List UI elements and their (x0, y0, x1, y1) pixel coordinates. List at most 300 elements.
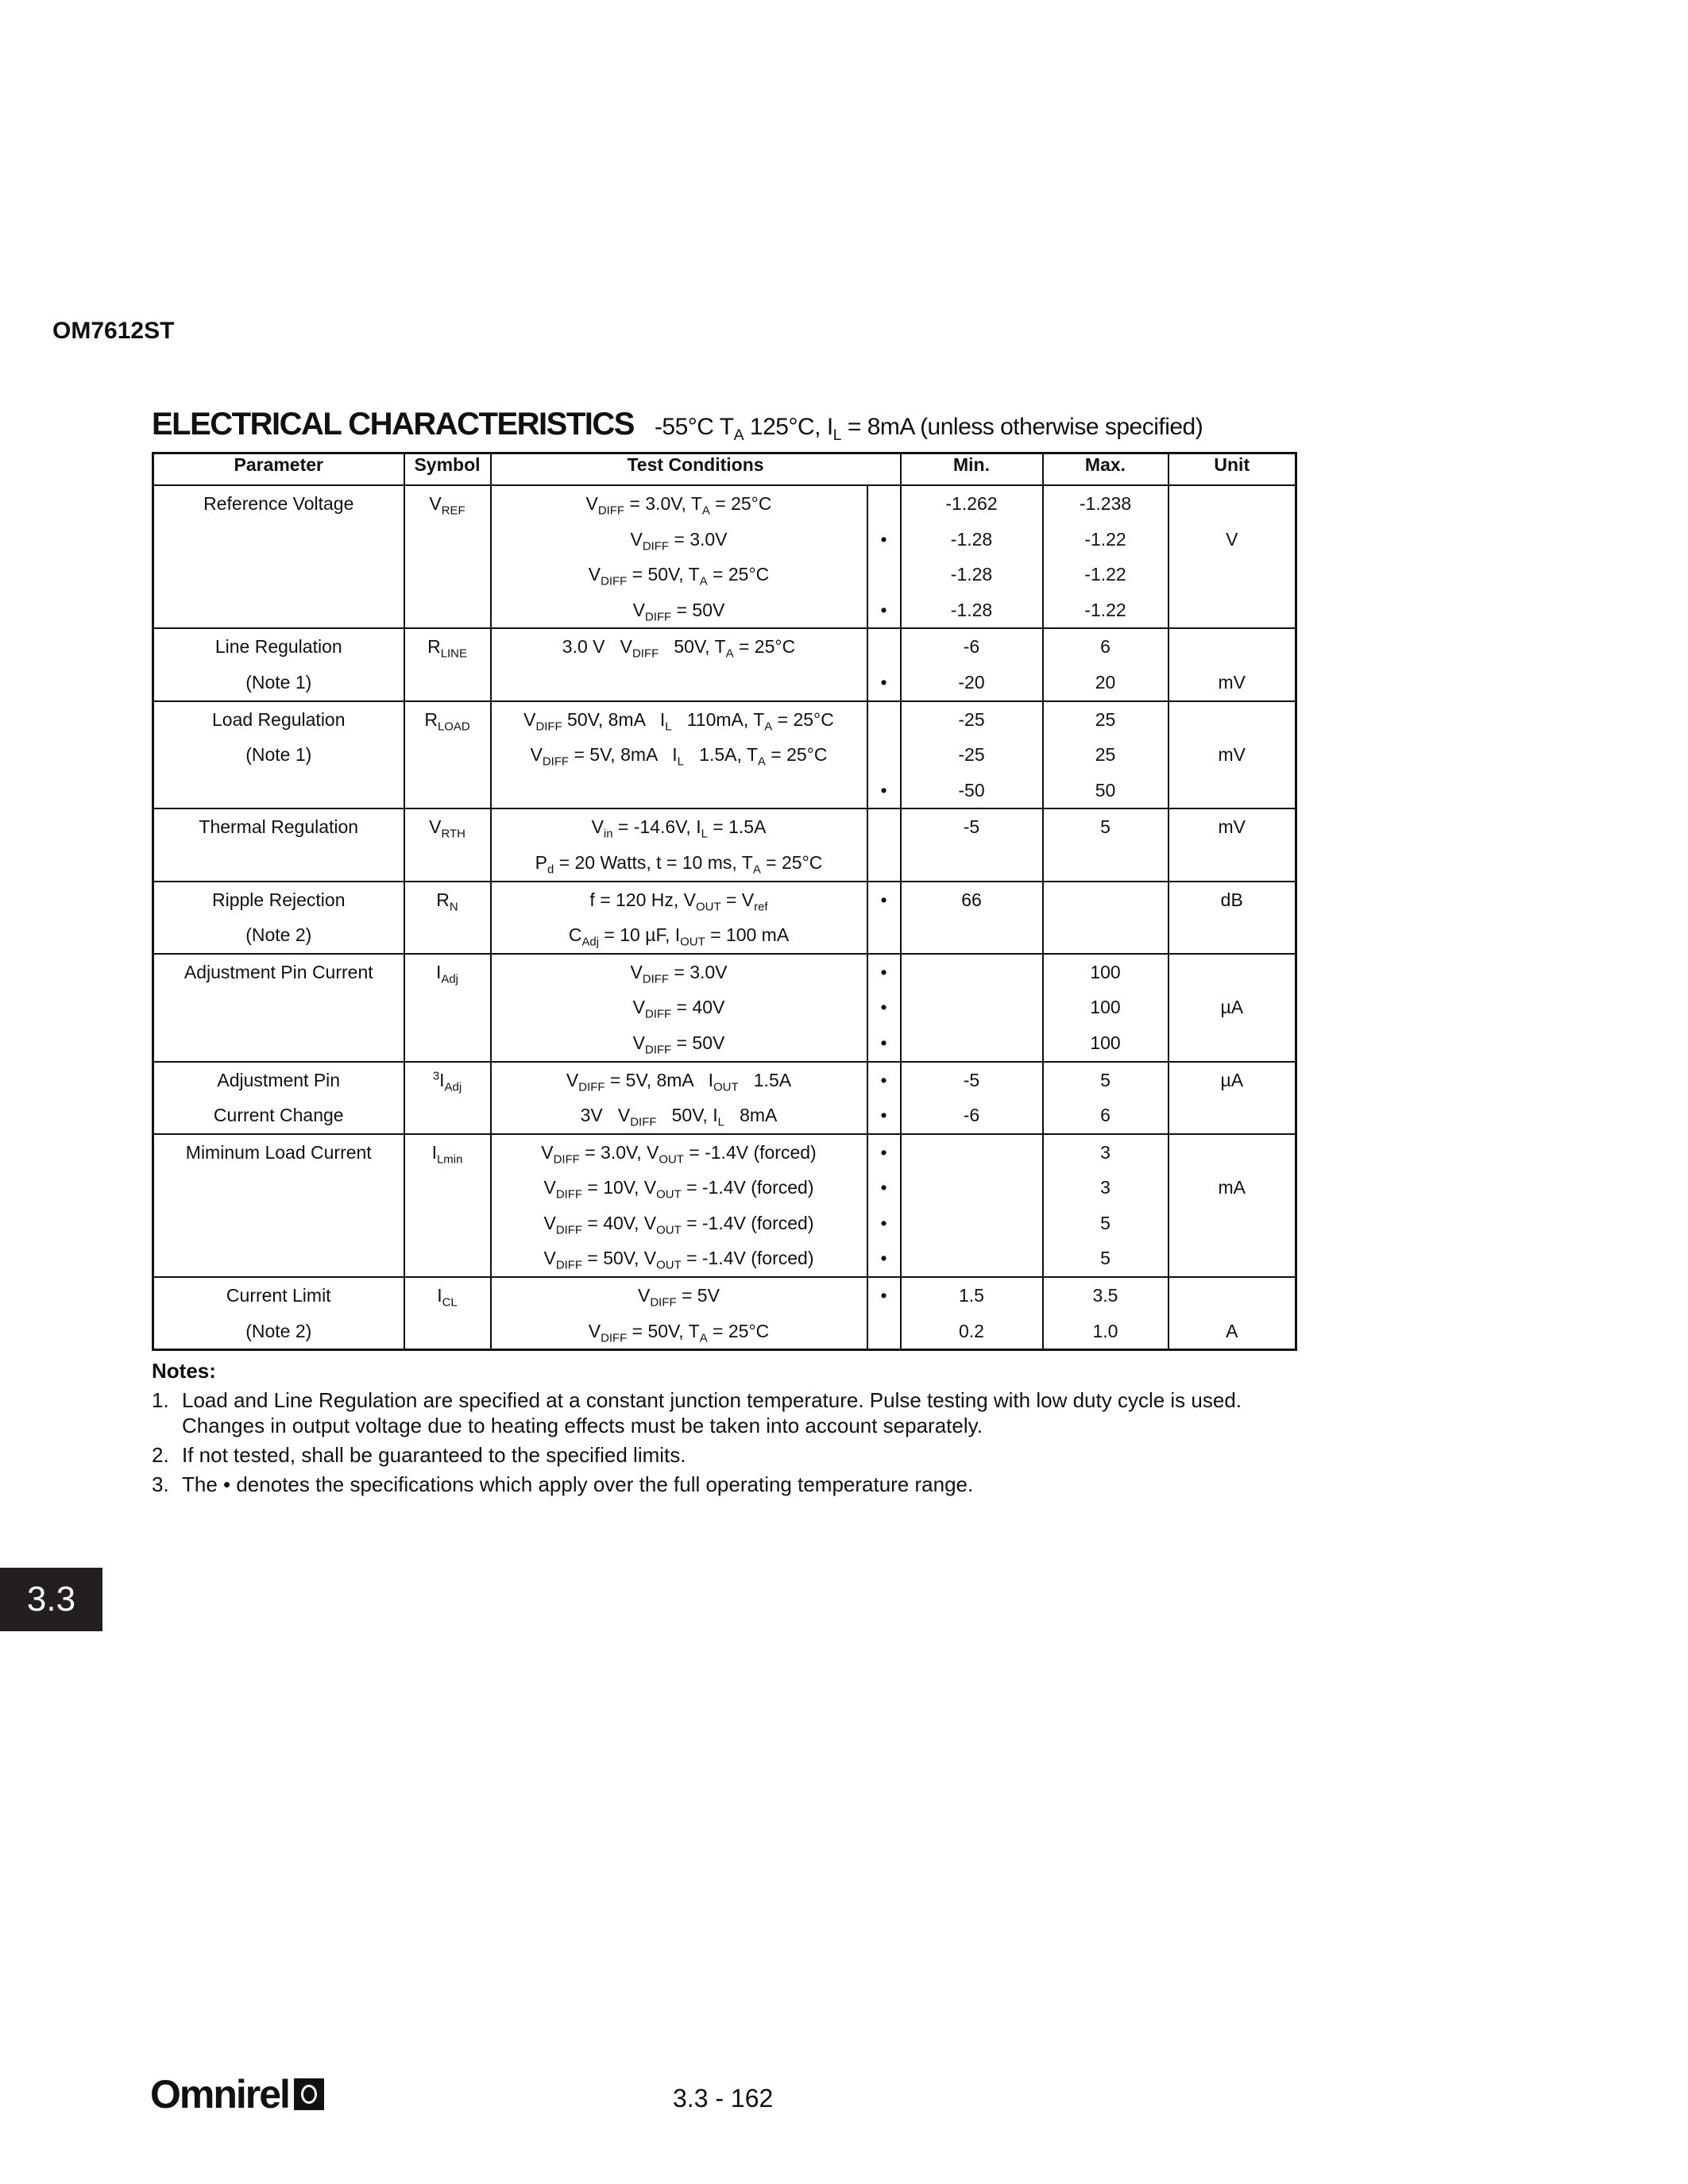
parameter-cell (153, 485, 404, 628)
logo-text: Omnirel (150, 2072, 289, 2116)
full-temp-bullet: • (880, 1248, 887, 1269)
symbol (405, 1135, 490, 1171)
subscript-text: L (665, 720, 672, 734)
symbol-cell (404, 954, 491, 1062)
unit-value: A (1226, 1320, 1238, 1341)
table-row (153, 954, 1296, 1062)
text-segment: = 25°C (772, 708, 834, 730)
unit-value (1169, 1135, 1296, 1171)
conditions-cell (491, 485, 867, 628)
header-unit: Unit (1168, 453, 1296, 486)
parameter-cell (153, 628, 404, 700)
subscript-text: A (699, 1331, 708, 1345)
text-segment: 50V, T (659, 636, 726, 658)
table-row (153, 1062, 1296, 1134)
text-segment: I (436, 961, 442, 982)
full-temp-bullet: • (880, 1285, 887, 1306)
subscript-text: DIFF (597, 504, 625, 518)
unit-value (1169, 702, 1296, 738)
max-value: 5 (1100, 1248, 1111, 1269)
symbol-cell (404, 701, 491, 809)
temp-range-cell (867, 701, 901, 809)
max-value: -1.22 (1084, 528, 1126, 550)
text-segment: = 10V, V (582, 1177, 657, 1198)
note-text: Load and Line Regulation are specified at a constant junction temperature. Pulse testing with low duty cycle is used. Changes in output voltage due to heating effects must be taken into account separately. (182, 1388, 1242, 1437)
min-value: 66 (961, 889, 982, 910)
conditions-cell (491, 808, 867, 881)
subscript-text: Adj (444, 1080, 462, 1094)
full-temp-bullet (868, 809, 900, 845)
note-text: The • denotes the specifications which apply over the full operating temperature range. (182, 1472, 974, 1496)
subscript-text: A (757, 754, 766, 769)
unit-value (1169, 773, 1296, 808)
symbol-cell (404, 485, 491, 628)
text-segment: = 5V (676, 1285, 720, 1306)
unit-cell (1168, 1062, 1296, 1134)
temp-range-cell (867, 1277, 901, 1350)
parameter-name: Reference Voltage (203, 493, 354, 514)
notes-heading: Notes: (152, 1359, 216, 1383)
test-condition (492, 1135, 867, 1171)
text-segment: = 20 Watts, t = 10 ms, T (554, 851, 753, 873)
full-temp-bullet (868, 845, 900, 881)
full-temp-bullet: • (880, 599, 887, 620)
test-condition (492, 882, 867, 918)
text-segment: 1.5A (738, 1069, 792, 1090)
min-value: -25 (958, 708, 985, 730)
text-segment: = 40V (671, 997, 725, 1018)
section-conditions (654, 414, 1203, 444)
parameter-name: (Note 2) (245, 924, 312, 946)
temp-range-cell (867, 1062, 901, 1134)
min-value (902, 845, 1042, 881)
unit-value (1169, 955, 1296, 990)
note-item (152, 1387, 1262, 1438)
min-value (902, 1170, 1042, 1206)
text-segment: 1.5A, T (683, 744, 758, 766)
text-segment: V (638, 1285, 651, 1306)
parameter-name: (Note 1) (245, 744, 312, 766)
min-value: -20 (958, 671, 985, 693)
text-segment: V (429, 816, 442, 838)
part-number: OM7612ST (52, 318, 175, 344)
test-condition (492, 737, 867, 773)
text-segment: V (543, 1177, 556, 1198)
conditions-cell (491, 1277, 867, 1350)
min-cell (901, 808, 1043, 881)
max-value: 3 (1100, 1141, 1111, 1163)
parameter-cell (153, 1277, 404, 1350)
table-row (153, 1277, 1296, 1350)
min-cell (901, 882, 1043, 954)
subscript-text: LINE (440, 646, 467, 661)
subscript-text: d (547, 862, 554, 877)
text-segment: = 3.0V (669, 528, 728, 550)
note-item (152, 1442, 1262, 1468)
parameter-name: Load Regulation (211, 708, 346, 730)
section-title-row (152, 407, 1203, 442)
conditions-cell (491, 1134, 867, 1277)
min-value: -25 (958, 744, 985, 766)
parameter-name: Current Change (213, 1105, 344, 1126)
text-segment: = 25°C (709, 493, 772, 514)
min-value (902, 955, 1042, 990)
subscript-text: OUT (656, 1259, 682, 1273)
min-cell (901, 485, 1043, 628)
text-segment: = 50V (671, 1032, 725, 1053)
max-cell (1043, 1134, 1168, 1277)
subscript-text: DIFF (650, 1295, 677, 1310)
min-value (902, 1241, 1042, 1276)
unit-value: V (1226, 528, 1238, 550)
note-number: 1. (152, 1388, 169, 1412)
text-segment: = 25°C (707, 1320, 770, 1341)
max-cell (1043, 1062, 1168, 1134)
symbol (405, 882, 490, 918)
text-segment: V (632, 599, 645, 620)
text-segment: = 100 mA (705, 924, 790, 946)
full-temp-bullet: • (880, 1141, 887, 1163)
text-segment: = 50V, V (582, 1248, 657, 1269)
full-temp-bullet: • (880, 889, 887, 910)
subscript-text: DIFF (642, 972, 669, 986)
text-segment: = 3.0V (669, 961, 728, 982)
full-temp-bullet (868, 629, 900, 665)
full-temp-bullet (868, 737, 900, 773)
max-cell (1043, 485, 1168, 628)
test-condition (492, 702, 867, 738)
unit-value (1169, 592, 1296, 628)
subscript-text: Lmin (437, 1152, 463, 1167)
subscript-text: DIFF (630, 1115, 657, 1129)
parameter-cell (153, 701, 404, 809)
full-temp-bullet: • (880, 997, 887, 1018)
min-value: -50 (958, 779, 985, 801)
note-number: 2. (152, 1443, 169, 1467)
text-segment: C (568, 924, 582, 946)
subscript-text: OUT (659, 1152, 684, 1167)
subscript-text: L (717, 1115, 724, 1129)
subscript-text: DIFF (645, 610, 672, 624)
max-value: 6 (1100, 636, 1111, 658)
subscript-text: DIFF (601, 574, 628, 588)
unit-value (1169, 1025, 1296, 1061)
text-segment: V (588, 1320, 601, 1341)
parameter-name: (Note 2) (245, 1320, 312, 1341)
subscript-text: DIFF (555, 1259, 582, 1273)
test-condition (492, 522, 867, 558)
subscript-text: A (699, 574, 708, 588)
text-segment: 50V, I (656, 1105, 718, 1126)
text-segment: V (632, 1032, 645, 1053)
symbol (405, 629, 490, 665)
test-condition (492, 1098, 867, 1133)
symbol-cell (404, 882, 491, 954)
text-segment: I (431, 1141, 437, 1163)
subscript-text: DIFF (645, 1007, 672, 1021)
subscript-text: A (733, 426, 744, 444)
test-condition (492, 1278, 867, 1314)
text-segment: = 10 µF, I (599, 924, 681, 946)
text-segment: = 5V, 8mA I (605, 1069, 714, 1090)
test-condition (492, 773, 867, 808)
text-segment: = 3.0V, T (624, 493, 702, 514)
text-segment: = V (720, 889, 755, 910)
temp-range-cell (867, 882, 901, 954)
section-tab: 3.3 (0, 1568, 102, 1631)
min-value: 1.5 (959, 1285, 984, 1306)
full-temp-bullet (868, 702, 900, 738)
note-number: 3. (152, 1472, 169, 1496)
unit-value: mA (1218, 1177, 1246, 1198)
max-cell (1043, 701, 1168, 809)
min-value: -1.262 (945, 493, 998, 514)
table-row (153, 628, 1296, 700)
parameter-name: Thermal Regulation (199, 816, 359, 838)
min-value (902, 990, 1042, 1025)
min-value (902, 1206, 1042, 1241)
subscript-text: REF (441, 504, 465, 518)
subscript-text: OUT (713, 1080, 739, 1094)
symbol (405, 486, 490, 522)
conditions-cell (491, 882, 867, 954)
full-temp-bullet: • (880, 779, 887, 801)
min-value (902, 1025, 1042, 1061)
electrical-characteristics-table (152, 452, 1297, 1351)
text-segment: = 40V, V (582, 1212, 657, 1233)
unit-value (1169, 1241, 1296, 1276)
text-segment: = 25°C (733, 636, 796, 658)
unit-cell (1168, 701, 1296, 809)
subscript-text: DIFF (601, 1331, 628, 1345)
min-value: -1.28 (950, 528, 993, 550)
text-segment: = 3.0V, V (579, 1141, 659, 1163)
subscript-text: CL (442, 1295, 458, 1310)
subscript-text: DIFF (642, 539, 669, 554)
parameter-cell (153, 882, 404, 954)
unit-value (1169, 629, 1296, 665)
text-segment: = 50V, T (627, 1320, 700, 1341)
parameter-cell (153, 1134, 404, 1277)
symbol (405, 1278, 490, 1314)
temp-range-cell (867, 808, 901, 881)
text-segment: V (632, 997, 645, 1018)
subscript-text: OUT (656, 1187, 682, 1202)
max-value: 5 (1100, 1212, 1111, 1233)
full-temp-bullet (868, 557, 900, 592)
symbol-cell (404, 1062, 491, 1134)
subscript-text: Adj (581, 935, 600, 949)
table-row (153, 1134, 1296, 1277)
max-value: -1.238 (1079, 493, 1132, 514)
conditions-cell (491, 701, 867, 809)
text-segment: V (541, 1141, 554, 1163)
parameter-cell (153, 808, 404, 881)
subscript-text: A (752, 862, 761, 877)
text-segment: = -14.6V, I (612, 816, 701, 838)
parameter-name: Line Regulation (214, 636, 342, 658)
full-temp-bullet: • (880, 1032, 887, 1053)
text-segment: = 8mA (unless otherwise specified) (841, 414, 1203, 440)
parameter-name: Adjustment Pin (217, 1069, 341, 1090)
text-segment: = 25°C (760, 851, 823, 873)
text-segment: 110mA, T (671, 708, 765, 730)
unit-value (1169, 557, 1296, 592)
symbol-cell (404, 1277, 491, 1350)
note-item (152, 1472, 1262, 1497)
parameter-name: Miminum Load Current (185, 1141, 372, 1163)
text-segment: 125°C, I (744, 414, 833, 440)
text-segment: = -1.4V (forced) (681, 1248, 814, 1269)
unit-value: mV (1218, 816, 1246, 838)
test-condition (492, 1025, 867, 1061)
full-temp-bullet (868, 1314, 900, 1349)
unit-value (1169, 845, 1296, 881)
max-value: 3.5 (1092, 1285, 1118, 1306)
subscript-text: OUT (656, 1223, 682, 1237)
symbol-cell (404, 1134, 491, 1277)
test-condition (492, 1063, 867, 1098)
text-segment: -55°C T (654, 414, 734, 440)
unit-value (1169, 1206, 1296, 1241)
subscript-text: Adj (441, 972, 458, 986)
parameter-cell (153, 1062, 404, 1134)
max-cell (1043, 882, 1168, 954)
subscript-text: DIFF (645, 1043, 672, 1057)
subscript-text: in (603, 827, 613, 841)
max-value (1044, 845, 1168, 881)
conditions-cell (491, 1062, 867, 1134)
page-number: 3.3 - 162 (673, 2084, 774, 2113)
min-value: -6 (963, 636, 980, 658)
text-segment: = 50V (671, 599, 725, 620)
max-value (1044, 917, 1168, 953)
unit-value: µA (1220, 1069, 1244, 1090)
temp-range-cell (867, 1134, 901, 1277)
text-segment: I (439, 1069, 445, 1090)
text-segment: 3.0 V V (562, 636, 633, 658)
text-segment: V (566, 1069, 579, 1090)
subscript-text: A (764, 720, 773, 734)
parameter-name: (Note 1) (245, 671, 312, 693)
subscript-text: L (701, 827, 708, 841)
text-segment: V (543, 1212, 556, 1233)
test-condition (492, 1314, 867, 1349)
text-segment: = 5V, 8mA I (569, 744, 678, 766)
text-segment: R (427, 636, 441, 658)
max-value: 25 (1095, 744, 1116, 766)
temp-range-cell (867, 485, 901, 628)
header-max: Max. (1043, 453, 1168, 486)
supscript-text: 3 (432, 1068, 440, 1082)
subscript-text: DIFF (553, 1152, 580, 1167)
text-segment: R (436, 889, 450, 910)
omnirel-logo (150, 2071, 324, 2117)
max-value: 50 (1095, 779, 1116, 801)
test-condition (492, 1170, 867, 1206)
symbol (405, 955, 490, 990)
min-value: -5 (963, 1069, 980, 1090)
min-value (902, 917, 1042, 953)
unit-value (1169, 1098, 1296, 1133)
test-condition (492, 629, 867, 665)
unit-value: µA (1220, 997, 1244, 1018)
table-row (153, 701, 1296, 809)
test-condition (492, 809, 867, 845)
full-temp-bullet: • (880, 1177, 887, 1198)
text-segment: 50V, 8mA I (562, 708, 666, 730)
table-row (153, 808, 1296, 881)
subscript-text: DIFF (555, 1223, 582, 1237)
test-condition (492, 486, 867, 522)
text-segment: = 25°C (707, 564, 770, 585)
unit-cell (1168, 954, 1296, 1062)
symbol (405, 1063, 490, 1098)
parameter-name: Ripple Rejection (212, 889, 346, 910)
unit-value (1169, 1278, 1296, 1314)
text-segment: = 25°C (765, 744, 828, 766)
subscript-text: RTH (441, 827, 465, 841)
subscript-text: ref (754, 900, 768, 914)
text-segment: V (523, 708, 536, 730)
text-segment: V (591, 816, 604, 838)
parameter-name: Current Limit (226, 1285, 331, 1306)
min-cell (901, 1277, 1043, 1350)
max-value: 20 (1095, 671, 1116, 693)
min-cell (901, 954, 1043, 1062)
max-value: 3 (1100, 1177, 1111, 1198)
max-cell (1043, 808, 1168, 881)
header-test-conditions: Test Conditions (491, 453, 901, 486)
text-segment: = 1.5A (707, 816, 767, 838)
subscript-text: L (832, 426, 842, 444)
conditions-cell (491, 954, 867, 1062)
min-cell (901, 1134, 1043, 1277)
test-condition (492, 592, 867, 628)
section-title: ELECTRICAL CHARACTERISTICS (152, 407, 634, 442)
full-temp-bullet: • (880, 1105, 887, 1126)
max-cell (1043, 628, 1168, 700)
symbol (405, 809, 490, 845)
text-segment: 3V V (580, 1105, 631, 1126)
full-temp-bullet (868, 486, 900, 522)
max-value (1044, 882, 1168, 918)
max-value: -1.22 (1084, 564, 1126, 585)
subscript-text: LOAD (437, 720, 470, 734)
max-value: 100 (1090, 961, 1121, 982)
subscript-text: DIFF (542, 754, 570, 769)
table-header-row (153, 453, 1296, 486)
unit-value (1169, 917, 1296, 953)
min-cell (901, 701, 1043, 809)
temp-range-cell (867, 628, 901, 700)
unit-value: mV (1218, 671, 1246, 693)
test-condition (492, 557, 867, 592)
header-min: Min. (901, 453, 1043, 486)
unit-cell (1168, 1277, 1296, 1350)
max-value: 1.0 (1092, 1320, 1118, 1341)
min-value: -6 (963, 1105, 980, 1126)
text-segment: = 50V, T (627, 564, 700, 585)
min-value: -5 (963, 816, 980, 838)
text-segment: I (437, 1285, 442, 1306)
unit-cell (1168, 1134, 1296, 1277)
unit-cell (1168, 485, 1296, 628)
max-value: -1.22 (1084, 599, 1126, 620)
min-value (902, 1135, 1042, 1171)
text-segment: V (630, 528, 643, 550)
unit-value: mV (1218, 744, 1246, 766)
